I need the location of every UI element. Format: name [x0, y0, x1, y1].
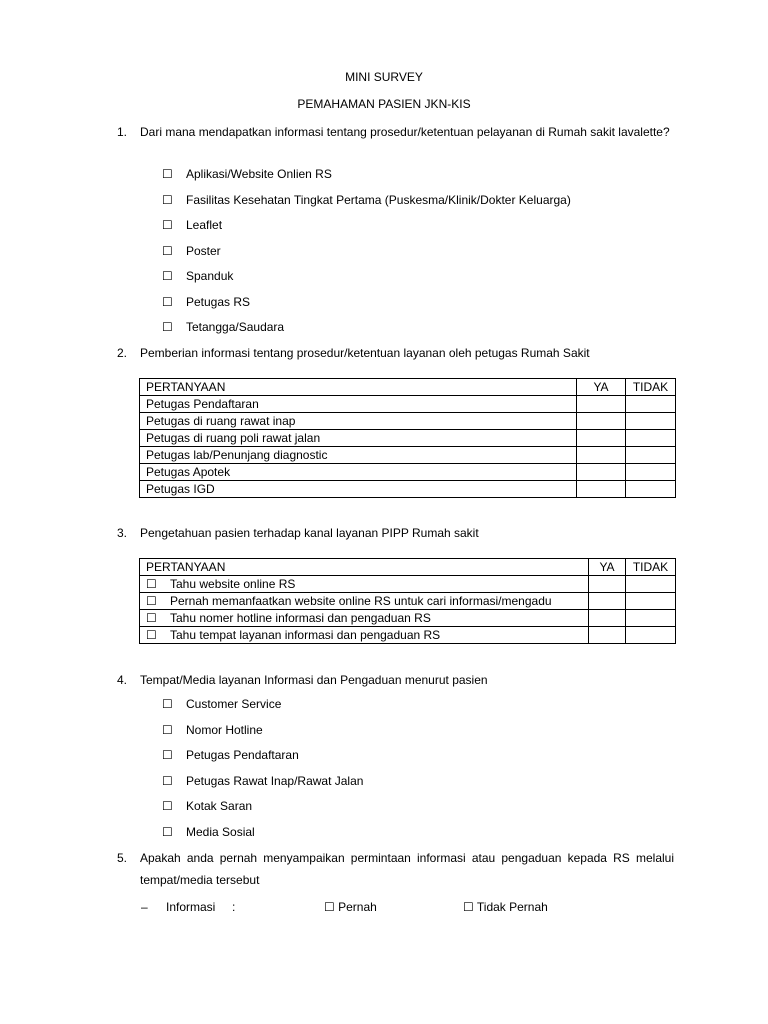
answer-tidak-cell[interactable]: [626, 576, 676, 593]
answer-tidak-cell[interactable]: [626, 447, 676, 464]
q2-text: Pemberian informasi tentang prosedur/ketentuan layanan oleh petugas Rumah Sakit: [140, 346, 590, 360]
table-row: [140, 481, 676, 498]
row-question-text: Petugas lab/Penunjang diagnostic: [146, 448, 328, 462]
answer-tidak-cell[interactable]: [626, 430, 676, 447]
q3-number: 3.: [117, 526, 128, 540]
row-question-text: Pernah memanfaatkan website online RS untuk cari informasi/mengadu: [170, 594, 552, 608]
q4-option-label: Media Sosial: [186, 824, 255, 839]
q1-text: Dari mana mendapatkan informasi tentang prosedur/ketentuan pelayanan di Rumah sakit lavalette?: [140, 125, 670, 139]
table-row: [140, 464, 676, 481]
table-row: [140, 430, 676, 447]
table-row: [140, 576, 676, 593]
table-row: [140, 627, 676, 644]
q4-option[interactable]: [162, 723, 263, 737]
header-tidak: TIDAK: [626, 379, 676, 396]
answer-tidak-cell[interactable]: [626, 610, 676, 627]
q1-option-label: Fasilitas Kesehatan Tingkat Pertama (Puskesma/Klinik/Dokter Keluarga): [186, 192, 571, 207]
q1-option[interactable]: [162, 320, 284, 334]
table-row: [140, 610, 676, 627]
checkbox-icon[interactable]: ☐: [162, 218, 173, 232]
row-question-text: Tahu tempat layanan informasi dan pengaduan RS: [170, 628, 441, 642]
table-row: [140, 593, 676, 610]
q1-number: 1.: [117, 125, 128, 139]
q4-option-label: Customer Service: [186, 697, 282, 711]
row-question-text: Petugas di ruang poli rawat jalan: [146, 431, 321, 445]
page-subtitle: PEMAHAMAN PASIEN JKN-KIS: [297, 97, 471, 111]
checkbox-icon[interactable]: ☐: [463, 900, 474, 914]
answer-ya-cell[interactable]: [577, 413, 626, 430]
q1-option-label: Leaflet: [186, 218, 223, 232]
q3-text: Pengetahuan pasien terhadap kanal layanan PIPP Rumah sakit: [140, 526, 479, 540]
header-tidak: TIDAK: [626, 559, 676, 576]
q1-option-label: Tetangga/Saudara: [186, 320, 285, 334]
answer-tidak-cell[interactable]: [626, 627, 676, 644]
q2-table-header: [140, 379, 676, 396]
checkbox-icon[interactable]: ☐: [162, 294, 173, 309]
answer-tidak-cell[interactable]: [626, 593, 676, 610]
answer-ya-cell[interactable]: [589, 576, 626, 593]
answer-ya-cell[interactable]: [577, 447, 626, 464]
answer-tidak-cell[interactable]: [626, 481, 676, 498]
q5-option-pernah-label: Pernah: [338, 900, 377, 914]
row-question: [140, 576, 589, 593]
row-question-text: Petugas IGD: [146, 482, 215, 496]
q4-option[interactable]: [162, 697, 281, 711]
q5-option-pernah[interactable]: [324, 900, 377, 914]
checkbox-icon: ☐: [146, 611, 157, 625]
q1-option[interactable]: [162, 244, 221, 258]
row-question: [140, 627, 589, 644]
checkbox-icon: ☐: [146, 594, 157, 608]
q4-option-label: Kotak Saran: [186, 799, 253, 813]
checkbox-icon[interactable]: ☐: [162, 697, 173, 711]
row-question: [140, 413, 577, 430]
table-row: [140, 413, 676, 430]
q5-dash: –: [141, 900, 148, 914]
q1-option[interactable]: [162, 269, 233, 283]
q4-option-label: Nomor Hotline: [186, 722, 263, 737]
checkbox-icon[interactable]: ☐: [162, 320, 173, 334]
table-row: [140, 447, 676, 464]
checkbox-icon[interactable]: ☐: [162, 243, 173, 258]
answer-ya-cell[interactable]: [589, 627, 626, 644]
answer-ya-cell[interactable]: [577, 396, 626, 413]
answer-ya-cell[interactable]: [577, 464, 626, 481]
q1-option[interactable]: [162, 167, 332, 181]
answer-tidak-cell[interactable]: [626, 413, 676, 430]
row-question: [140, 430, 577, 447]
q5-option-tidak-pernah[interactable]: [463, 900, 548, 914]
row-question: [140, 481, 577, 498]
checkbox-icon[interactable]: ☐: [162, 167, 173, 181]
answer-tidak-cell[interactable]: [626, 396, 676, 413]
header-pertanyaan: PERTANYAAN: [140, 559, 589, 576]
row-question-text: Petugas Apotek: [146, 465, 231, 479]
q5-colon: :: [232, 900, 236, 914]
row-question-text: Petugas di ruang rawat inap: [146, 414, 296, 428]
q4-option-label: Petugas Pendaftaran: [186, 748, 299, 762]
checkbox-icon[interactable]: ☐: [162, 748, 173, 762]
q2-number: 2.: [117, 346, 128, 360]
header-ya: YA: [577, 379, 626, 396]
checkbox-icon[interactable]: ☐: [324, 900, 335, 914]
q4-option[interactable]: [162, 799, 252, 813]
q3-table: [139, 558, 676, 644]
answer-ya-cell[interactable]: [589, 610, 626, 627]
q4-option[interactable]: [162, 825, 255, 839]
row-question-text: Petugas Pendaftaran: [146, 397, 259, 411]
q5-option-tidak-pernah-label: Tidak Pernah: [476, 900, 548, 914]
checkbox-icon[interactable]: ☐: [162, 269, 173, 283]
answer-tidak-cell[interactable]: [626, 464, 676, 481]
q1-option-label: Aplikasi/Website Onlien RS: [186, 167, 332, 181]
q4-option[interactable]: [162, 748, 299, 762]
checkbox-icon[interactable]: ☐: [162, 824, 173, 839]
checkbox-icon: ☐: [146, 577, 157, 591]
row-question: [140, 447, 577, 464]
row-question: [140, 593, 589, 610]
table-row: [140, 396, 676, 413]
q4-text: Tempat/Media layanan Informasi dan Pengaduan menurut pasien: [140, 673, 488, 687]
answer-ya-cell[interactable]: [577, 430, 626, 447]
page-title: MINI SURVEY: [345, 70, 423, 84]
q1-option-label: Spanduk: [186, 269, 234, 283]
checkbox-icon[interactable]: ☐: [162, 722, 173, 737]
row-question: [140, 396, 577, 413]
q1-option-label: Petugas RS: [186, 294, 251, 309]
q4-option[interactable]: [162, 774, 363, 788]
checkbox-icon[interactable]: ☐: [162, 192, 173, 207]
q5-number: 5.: [117, 851, 128, 865]
row-question-text: Tahu website online RS: [170, 577, 296, 591]
q2-table: [139, 378, 676, 498]
header-ya: YA: [589, 559, 626, 576]
answer-ya-cell[interactable]: [589, 593, 626, 610]
answer-ya-cell[interactable]: [577, 481, 626, 498]
header-pertanyaan: PERTANYAAN: [140, 379, 577, 396]
q1-option-label: Poster: [186, 243, 221, 258]
row-question: [140, 464, 577, 481]
q1-option[interactable]: [162, 295, 250, 309]
row-question: [140, 610, 589, 627]
q3-table-header: [140, 559, 676, 576]
q4-number: 4.: [117, 673, 128, 687]
checkbox-icon[interactable]: ☐: [162, 773, 173, 788]
checkbox-icon[interactable]: ☐: [162, 799, 173, 813]
checkbox-icon: ☐: [146, 628, 157, 642]
q4-option-label: Petugas Rawat Inap/Rawat Jalan: [186, 773, 364, 788]
q5-text: Apakah anda pernah menyampaikan permintaan informasi atau pengaduan kepada RS melalui tempat/media tersebut: [140, 851, 674, 887]
q5-label: Informasi: [166, 900, 216, 914]
row-question-text: Tahu nomer hotline informasi dan pengaduan RS: [170, 611, 431, 625]
q1-option[interactable]: [162, 193, 571, 207]
q1-option[interactable]: [162, 218, 222, 232]
